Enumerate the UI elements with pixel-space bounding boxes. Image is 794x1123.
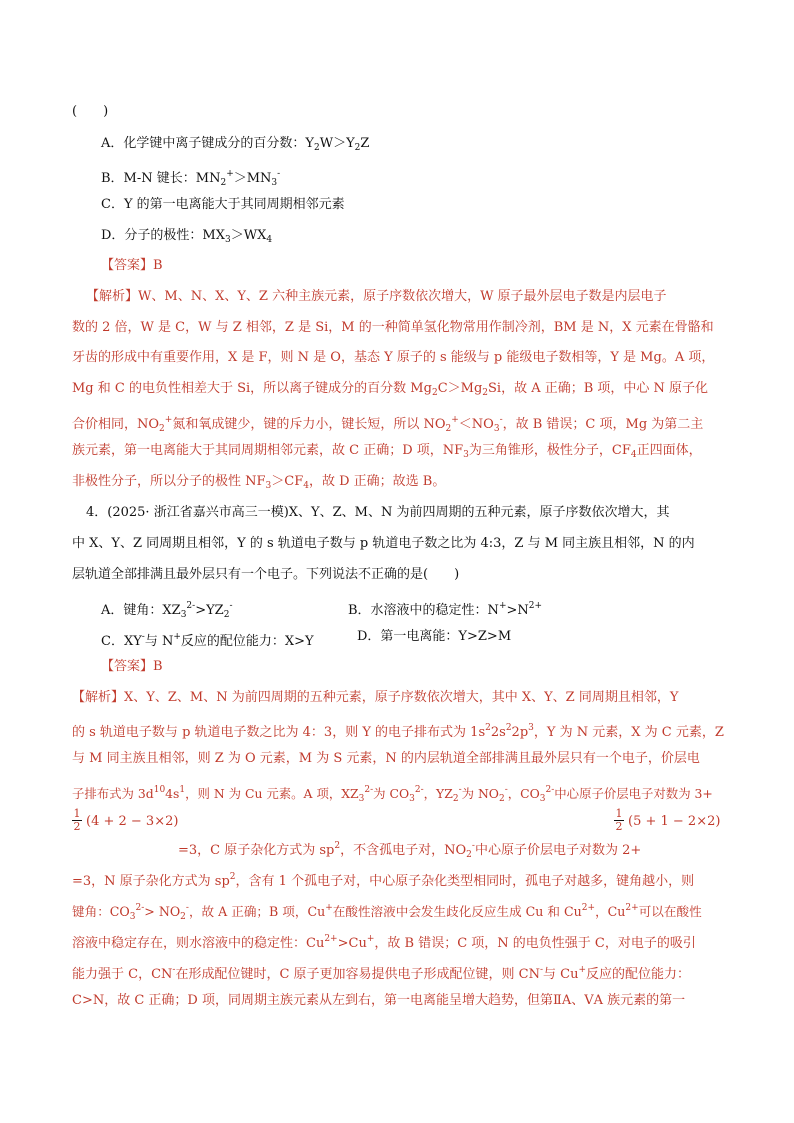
q4-option-a[interactable]: A．键角：$XZ_3^{2-}>YZ_2^-$ xyxy=(101,601,233,620)
q4-analysis-line-1: 【解析】X、Y、Z、M、N 为前四周期的五种元素，原子序数依次增大，其中 X、Y、Z 同周期且相邻，Y xyxy=(72,690,679,705)
q3-option-c[interactable]: C．Y 的第一电离能大于其同周期相邻元素 xyxy=(101,197,345,212)
q4-stem-line-3: 层轨道全部排满且最外层只有一个电子。下列说法不正确的是( ) xyxy=(72,567,460,582)
q4-analysis-line-9: 溶液中稳定存在，则水溶液中的稳定性：$Cu^{2+}>Cu^+$，故 B 错误；C 项，N 的电负性强于 C，对电子的吸引 xyxy=(72,934,696,951)
q3-analysis-line-4: Mg 和 C 的电负性相差大于 Si，所以离子键成分的百分数 $Mg_2C>Mg_2Si$，故 A 正确；B 项，中心 N 原子化 xyxy=(72,381,709,398)
q3-analysis-line-3: 牙齿的形成中有重要作用，X 是 F，则 N 是 O，基态 Y 原子的 s 能级与 p 能级电子数相等，Y 是 Mg。A 项， xyxy=(72,350,715,365)
q4-analysis-line-3: 与 M 同主族且相邻，则 Z 为 O 元素，M 为 S 元素，N 的内层轨道全部排满且最外层只有一个电子，价层电 xyxy=(72,751,700,766)
q4-analysis-line-8: 键角：$CO_3^{2-}> NO_2^-$，故 A 正确；B 项，Cu+在酸性溶液中会发生歧化反应生成 Cu 和 $Cu^{2+}$，$Cu^{2+}$可以在酸性 xyxy=(72,903,702,922)
q4-expression-2: (5 + 1 − 2×2) xyxy=(628,814,721,829)
q4-analysis-line-10: 能力强于 C，CN-在形成配位键时，C 原子更加容易提供电子形成配位键，则 CN-与 Cu+反应的配位能力： xyxy=(72,965,691,982)
q3-analysis-line-2: 数的 2 倍，W 是 C，W 与 Z 相邻，Z 是 Si，M 的一种简单氢化物常用作制冷剂，BM 是 N，X 元素在骨骼和 xyxy=(72,320,714,335)
q4-analysis-line-4: 子排布式为 $3d^{10}4s^1$，则 N 为 Cu 元素。A 项，$XZ_3^{2-}$为 $CO_3^{2-}$，$YZ_2^-$为 $NO_2^-$，$CO_3^{2-}$中心原子价层电子对数为 3+ xyxy=(72,785,713,804)
q3-option-a[interactable]: A．化学键中离子键成分的百分数：$Y_2W>Y_2Z$ xyxy=(101,136,370,153)
q4-option-d[interactable]: D．第一电离能：Y>Z>M xyxy=(357,629,512,644)
q4-expression-1: (4 + 2 − 3×2) xyxy=(86,814,179,829)
q4-stem-line-1: 4．(2025· 浙江省嘉兴市高三一模)X、Y、Z、M、N 为前四周期的五种元素，原子序数依次增大，其 xyxy=(86,505,670,520)
q3-analysis-line-7: 非极性分子，所以分子的极性 $NF_3>CF_4$，故 D 正确；故选 B。 xyxy=(72,474,446,491)
q3-answer-paren: ( ) xyxy=(72,104,109,119)
q3-analysis-line-6: 族元素，第一电离能大于其同周期相邻元素，故 C 正确；D 项，$NF_3$为三角锥形，极性分子，$CF_4$正四面体， xyxy=(72,443,702,460)
fraction-one-half-2: $\frac{1}{2}$ xyxy=(615,807,623,833)
q4-option-b[interactable]: B．水溶液中的稳定性：$N^+>N^{2+}$ xyxy=(348,601,543,618)
q4-stem-line-2: 中 X、Y、Z 同周期且相邻，Y 的 s 轨道电子数与 p 轨道电子数之比为 4:3，Z 与 M 同主族且相邻，N 的内 xyxy=(72,536,695,551)
q3-answer-label: 【答案】B xyxy=(101,258,163,273)
q3-analysis-line-5: 合价相同，$NO_2^+$氮和氧成键少，键的斥力小，键长短，所以 $NO_2^+<NO_3^-$，故 B 错误；C 项，Mg 为第二主 xyxy=(72,415,704,434)
q3-option-b[interactable]: B．M-N 键长：$MN_2^+>MN_3^-$ xyxy=(101,169,281,188)
q4-analysis-line-11: C>N，故 C 正确；D 项，同周期主族元素从左到右，第一电离能呈增大趋势，但第ⅡA、ⅤA 族元素的第一 xyxy=(72,993,686,1008)
q3-analysis-line-1: 【解析】W、M、N、X、Y、Z 六种主族元素，原子序数依次增大，W 原子最外层电子数是内层电子 xyxy=(86,289,667,304)
q4-analysis-line-7: =3，N 原子杂化方式为 $sp^2$，含有 1 个孤电子对，中心原子杂化类型相同时，孤电子对越多，键角越小，则 xyxy=(72,872,695,889)
q4-analysis-line-6: =3，C 原子杂化方式为 $sp^2$，不含孤电子对，$NO_2^-$中心原子价层电子对数为 2+ xyxy=(178,841,642,860)
q4-analysis-line-2: 的 s 轨道电子数与 p 轨道电子数之比为 4：3，则 Y 的电子排布式为 $1s^22s^22p^3$，Y 为 N 元素，X 为 C 元素，Z xyxy=(72,723,724,740)
q3-option-d[interactable]: D．分子的极性：$MX_3>WX_4$ xyxy=(101,228,273,245)
q4-option-c[interactable]: C．XY-与 N+反应的配位能力：X>Y xyxy=(101,632,314,649)
q4-answer-label: 【答案】B xyxy=(101,659,163,674)
fraction-one-half-1: $\frac{1}{2}$ xyxy=(73,807,81,833)
